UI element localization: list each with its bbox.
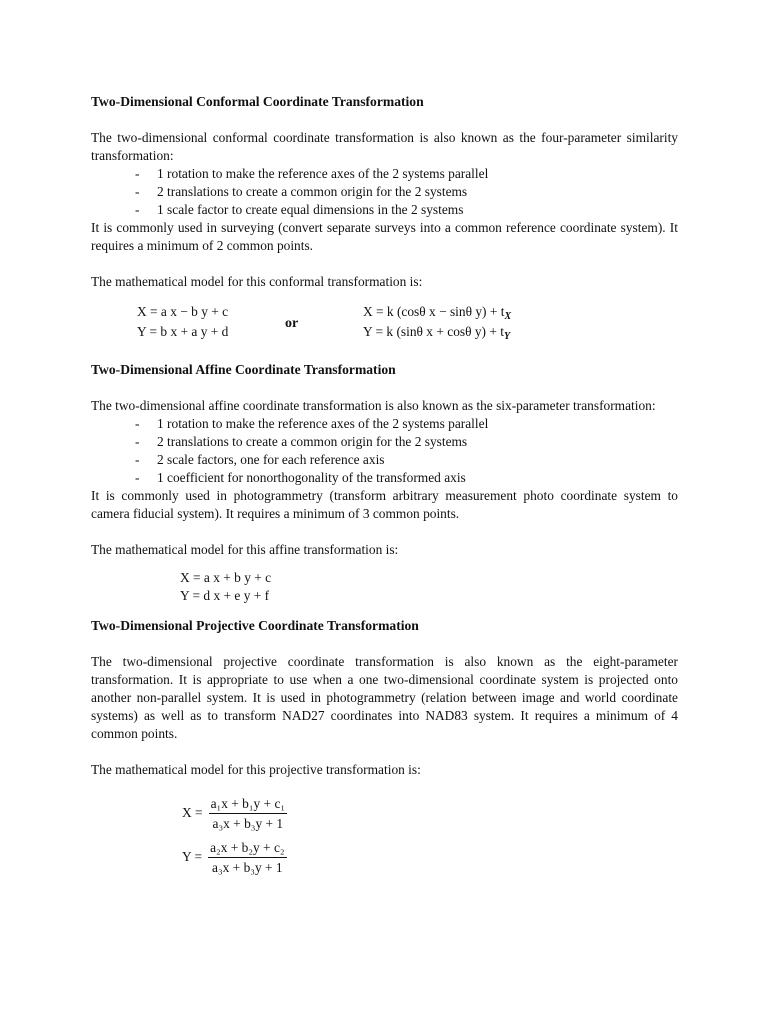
equation: Y = b x + a y + d xyxy=(137,324,229,339)
fraction-numerator: a₂x + b₂y + c₂ xyxy=(208,838,286,858)
document-page xyxy=(91,93,678,879)
equation-subscript: X xyxy=(504,311,512,322)
equation: X = a x + b y + c xyxy=(180,570,272,585)
affine-equations xyxy=(91,569,678,605)
fraction xyxy=(208,838,286,877)
equation-text: Y = k (sinθ x + cosθ y) + t xyxy=(363,324,504,339)
conformal-usage: It is commonly used in surveying (convert separate surveys into a common reference coordinate system). It requires a minimum of 2 common points. xyxy=(91,220,678,253)
conformal-heading: Two-Dimensional Conformal Coordinate Transformation xyxy=(91,94,424,109)
list-item: - 1 scale factor to create equal dimensions in the 2 systems xyxy=(91,201,678,219)
projective-equations xyxy=(91,791,678,879)
affine-heading: Two-Dimensional Affine Coordinate Transformation xyxy=(91,362,396,377)
fraction-denominator: a₃x + b₃y + 1 xyxy=(212,815,284,831)
projective-equation-y xyxy=(182,835,678,879)
conformal-equations-rotation xyxy=(363,303,511,343)
list-item: - 2 scale factors, one for each reference axis xyxy=(91,451,678,469)
list-item: - 1 rotation to make the reference axes of the 2 systems parallel xyxy=(91,165,678,183)
list-item: - 2 translations to create a common origin for the 2 systems xyxy=(91,183,678,201)
projective-equation-x xyxy=(182,791,678,835)
or-label: or xyxy=(285,316,299,331)
conformal-equations xyxy=(91,303,678,343)
projective-intro: The two-dimensional projective coordinate transformation is also known as the eight-parameter transformation. It is appropriate to use when a one two-dimensional coordinate system is projected onto another non-parallel system. It is used in photogrammetry (relation between image and world coordinate systems) as well as to transform NAD27 coordinates into NAD83 system. It requires a minimum of 4 common points. xyxy=(91,654,678,741)
fraction xyxy=(209,794,287,833)
equation-text: X = k (cosθ x − sinθ y) + t xyxy=(363,304,505,319)
projective-heading: Two-Dimensional Projective Coordinate Transformation xyxy=(91,618,419,633)
equation-lhs: X = xyxy=(182,805,203,820)
conformal-bullet-list xyxy=(91,165,678,219)
conformal-model-intro: The mathematical model for this conformal transformation is: xyxy=(91,274,423,289)
list-item: - 1 rotation to make the reference axes of the 2 systems parallel xyxy=(91,415,678,433)
list-item: - 1 coefficient for nonorthogonality of the transformed axis xyxy=(91,469,678,487)
affine-intro: The two-dimensional affine coordinate transformation is also known as the six-parameter transformation: xyxy=(91,398,656,413)
equation xyxy=(363,323,511,343)
fraction-denominator: a₃x + b₃y + 1 xyxy=(212,859,283,875)
equation-subscript: Y xyxy=(504,331,511,342)
affine-usage: It is commonly used in photogrammetry (transform arbitrary measurement photo coordinate system to camera fiducial system). It requires a minimum of 3 common points. xyxy=(91,488,678,521)
list-item: - 2 translations to create a common origin for the 2 systems xyxy=(91,433,678,451)
equation: Y = d x + e y + f xyxy=(180,588,270,603)
conformal-equations-abcd xyxy=(137,303,228,343)
equation xyxy=(363,303,511,323)
conformal-intro: The two-dimensional conformal coordinate transformation is also known as the four-parameter similarity transformation: xyxy=(91,130,678,163)
affine-bullet-list xyxy=(91,415,678,487)
equation: X = a x − b y + c xyxy=(137,304,229,319)
affine-model-intro: The mathematical model for this affine transformation is: xyxy=(91,542,399,557)
projective-model-intro: The mathematical model for this projective transformation is: xyxy=(91,762,421,777)
equation-lhs: Y = xyxy=(182,849,203,864)
fraction-numerator: a₁x + b₁y + c₁ xyxy=(209,794,287,814)
